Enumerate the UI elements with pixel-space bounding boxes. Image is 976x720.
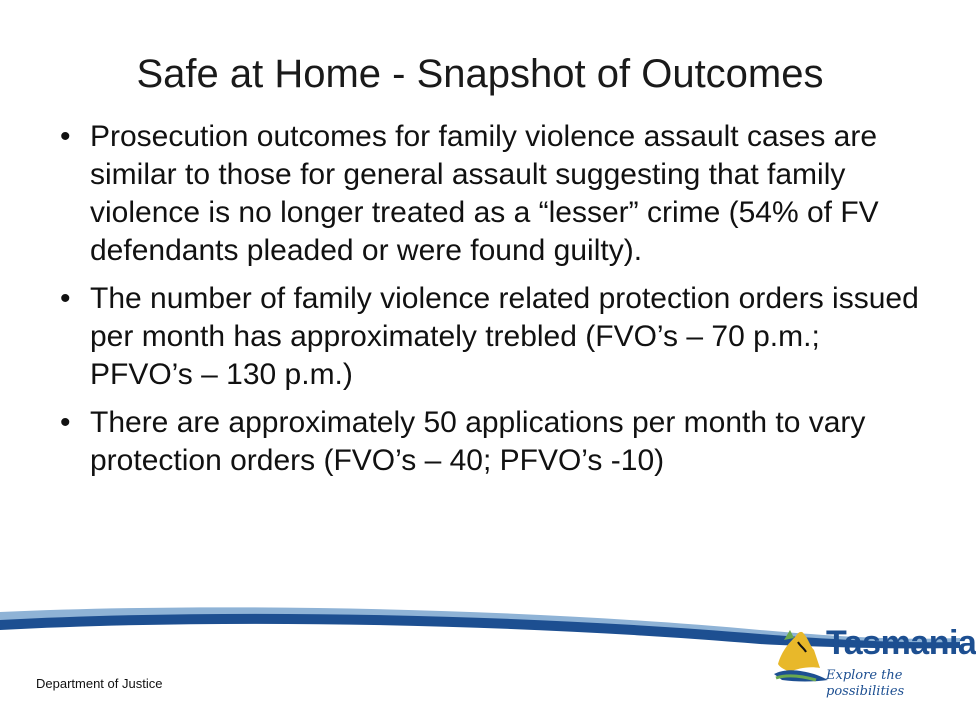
bullet-item — [60, 118, 920, 270]
bullet-dot: • — [60, 282, 71, 315]
bullet-item — [60, 280, 920, 394]
bullet-dot: • — [60, 406, 71, 439]
bullet-text: There are approximately 50 applications per month to vary protection orders (FVO’s – 40; PFVO’s -10) — [90, 406, 866, 477]
logo-wordmark: Tasmania — [826, 624, 976, 662]
slide-title: Safe at Home - Snapshot of Outcomes — [136, 52, 824, 96]
bullet-text: Prosecution outcomes for family violence assault cases are similar to those for general assault suggesting that family violence is no longer treated as a “lesser” crime (54% of FV defendants pleaded or were found guilty). — [90, 120, 879, 267]
bullet-text: The number of family violence related protection orders issued per month has approximately trebled (FVO’s – 70 p.m.; PFVO’s – 130 p.m.) — [90, 282, 919, 391]
bullet-item — [60, 404, 920, 480]
department-label: Department of Justice — [36, 676, 163, 691]
logo-tagline: Explore the possibilities — [826, 668, 905, 699]
bullet-list — [60, 118, 920, 490]
bullet-dot: • — [60, 120, 71, 153]
